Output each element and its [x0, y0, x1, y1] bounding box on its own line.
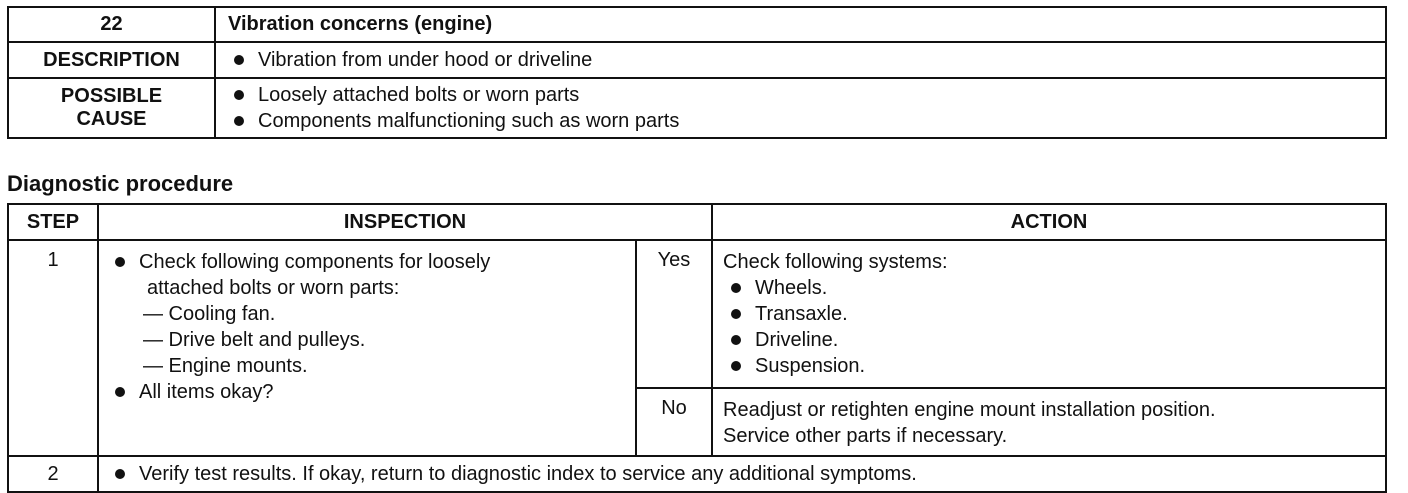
inspection-text: Check following components for loosely: [139, 251, 491, 273]
component-item: — Cooling fan.: [143, 303, 276, 325]
action-text: Service other parts if necessary.: [723, 425, 1008, 447]
system-item: Transaxle.: [755, 303, 848, 325]
yes-label: Yes: [636, 240, 712, 388]
no-action-cell: [712, 388, 1386, 456]
action-text: Readjust or retighten engine mount installation position.: [723, 399, 1216, 421]
table-header-row: [8, 204, 1386, 240]
list-item: [234, 47, 1385, 73]
possible-cause-label: [8, 78, 215, 138]
cause-text: Components malfunctioning such as worn parts: [258, 110, 680, 132]
inspection-cell: [98, 240, 636, 456]
list-item: [115, 249, 635, 275]
bullet-icon: [731, 283, 741, 293]
component-item: — Drive belt and pulleys.: [143, 329, 366, 351]
action-column-header: ACTION: [712, 204, 1386, 240]
section-title: Diagnostic procedure: [7, 171, 234, 196]
step-column-header: STEP: [8, 204, 98, 240]
no-label: No: [636, 388, 712, 456]
diagnostic-procedure-table: [7, 203, 1387, 493]
list-item: [234, 82, 1385, 108]
description-row: [8, 42, 1386, 78]
system-item: Suspension.: [755, 355, 866, 377]
cause-text: Loosely attached bolts or worn parts: [258, 84, 580, 106]
possible-cause-cell: [215, 78, 1386, 138]
table-row: [8, 456, 1386, 492]
list-item: [115, 461, 1385, 487]
step-number: 2: [8, 456, 98, 492]
list-item: [723, 353, 1385, 379]
list-item: [723, 275, 1385, 301]
bullet-icon: [731, 335, 741, 345]
description-text: Vibration from under hood or driveline: [258, 49, 593, 71]
inspection-text: Verify test results. If okay, return to diagnostic index to service any additional symptoms.: [139, 463, 917, 485]
bullet-icon: [234, 90, 244, 100]
list-item: [723, 301, 1385, 327]
yes-action-cell: [712, 240, 1386, 388]
symptom-number: 22: [8, 7, 215, 42]
cause-label-line: POSSIBLE: [60, 85, 163, 107]
possible-cause-row: [8, 78, 1386, 138]
bullet-icon: [234, 116, 244, 126]
symptom-title: Vibration concerns (engine): [215, 7, 1386, 42]
list-item: [115, 379, 635, 405]
inspection-column-header: INSPECTION: [98, 204, 712, 240]
inspection-text: attached bolts or worn parts:: [147, 277, 400, 299]
system-item: Wheels.: [755, 277, 828, 299]
symptom-table: [7, 6, 1387, 139]
cause-label-line: CAUSE: [76, 108, 147, 130]
table-row: [8, 240, 1386, 388]
symptom-header-row: [8, 7, 1386, 42]
bullet-icon: [234, 55, 244, 65]
description-cell: [215, 42, 1386, 78]
step-number: 1: [8, 240, 98, 456]
inspection-cell: [98, 456, 1386, 492]
list-item: [234, 108, 1385, 134]
action-text: Check following systems:: [723, 251, 948, 273]
bullet-icon: [115, 257, 125, 267]
bullet-icon: [731, 361, 741, 371]
bullet-icon: [115, 387, 125, 397]
component-item: — Engine mounts.: [143, 355, 308, 377]
question-text: All items okay?: [139, 381, 274, 403]
list-item: [723, 327, 1385, 353]
bullet-icon: [731, 309, 741, 319]
bullet-icon: [115, 469, 125, 479]
description-label: DESCRIPTION: [8, 42, 215, 78]
system-item: Driveline.: [755, 329, 839, 351]
